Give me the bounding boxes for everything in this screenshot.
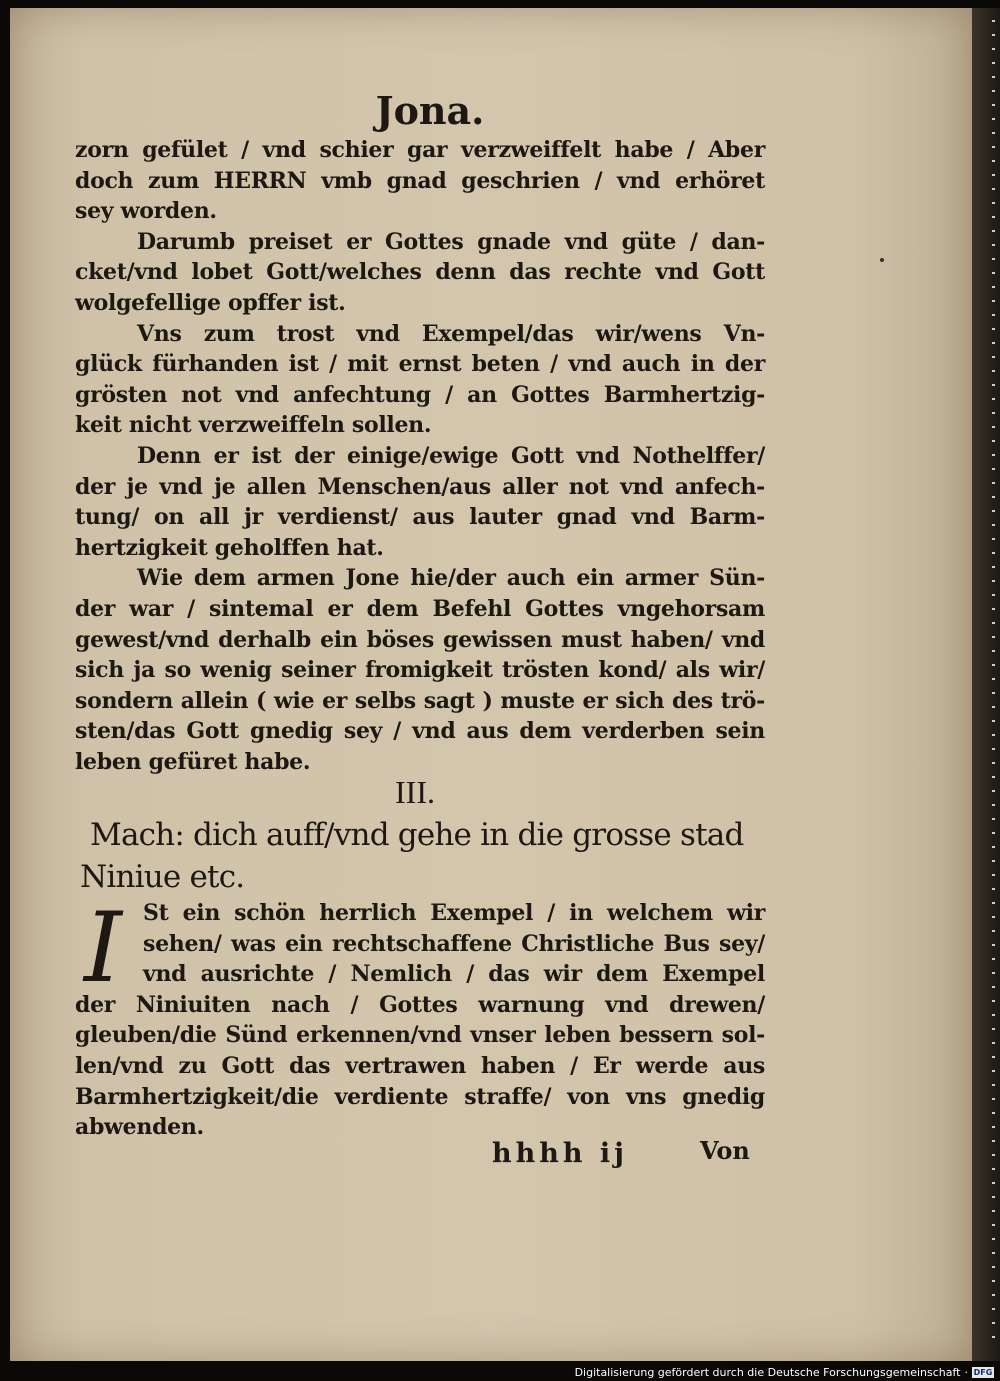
credit-separator: ·: [964, 1366, 968, 1379]
signature-mark: hhhh ij: [492, 1138, 628, 1169]
text-line: St ein schön herrlich Exempel / in welchem wir: [143, 900, 765, 926]
catchword: Von: [700, 1136, 750, 1165]
heading-line: Mach: dich auff/vnd gehe in die grosse stad: [90, 817, 744, 853]
text-line: sey worden.: [75, 198, 217, 225]
section-number: III.: [395, 774, 435, 810]
text-line: wolgefellige opffer ist.: [75, 289, 346, 316]
text-line: Darumb preiset er Gottes gnade vnd güte / dan-: [137, 228, 765, 255]
text-line: der war / sintemal er dem Befehl Gottes vngehorsam: [75, 595, 765, 622]
dfg-logo: DFG: [973, 1368, 993, 1377]
text-line: cket/vnd lobet Gott/welches denn das rechte vnd Gott: [75, 259, 765, 286]
text-line: sehen/ was ein rechtschaffene Christliche Bus sey/: [143, 930, 765, 957]
text-line: gleuben/die Sünd erkennen/vnd vnser leben bessern sol-: [75, 1022, 765, 1049]
text-line: abwenden.: [75, 1114, 204, 1141]
text-line: glück fürhanden ist / mit ernst beten / vnd auch in der: [75, 351, 765, 378]
text-line: grösten not vnd anfechtung / an Gottes Barmhertzig-: [75, 381, 765, 408]
scan-ruler: [992, 20, 995, 1350]
text-line: len/vnd zu Gott das vertrawen haben / Er werde aus: [75, 1052, 765, 1079]
text-line: Vns zum trost vnd Exempel/das wir/wens Vn-: [137, 320, 765, 347]
text-line: der Niniuiten nach / Gottes warnung vnd drewen/: [75, 991, 765, 1018]
drop-capital: I: [84, 892, 122, 1004]
text-line: Wie dem armen Jone hie/der auch ein armer Sün-: [137, 565, 765, 592]
text-line: leben gefüret habe.: [75, 748, 311, 775]
heading-line: Niniue etc.: [80, 859, 245, 895]
ink-speck: [880, 258, 884, 262]
scan-edge: [972, 8, 1000, 1361]
body-text-lower: [75, 892, 765, 1143]
text-line: sich ja so wenig seiner fromigkeit trösten kond/ als wir/: [75, 657, 765, 684]
text-line: Denn er ist der einige/ewige Gott vnd Nothelffer/: [137, 442, 765, 469]
text-line: sondern allein ( wie er selbs sagt ) muste er sich des trö-: [75, 687, 765, 714]
text-line: der je vnd je allen Menschen/aus aller not vnd anfech-: [75, 473, 765, 500]
text-line: keit nicht verzweiffeln sollen.: [75, 412, 432, 439]
text-line: Barmhertzigkeit/die verdiente straffe/ von vns gnedig: [75, 1083, 765, 1110]
section-heading: [80, 814, 755, 898]
text-line: doch zum HERRN vmb gnad geschrien / vnd erhöret: [75, 167, 765, 194]
text-line: gewest/vnd derhalb ein böses gewissen must haben/ vnd: [75, 626, 765, 653]
book-page: [10, 8, 972, 1361]
body-text-upper: [75, 135, 765, 777]
running-head: Jona.: [375, 88, 485, 133]
text-line: zorn gefület / vnd schier gar verzweiffelt habe / Aber: [75, 137, 765, 163]
text-line: sten/das Gott gnedig sey / vnd aus dem verderben sein: [75, 718, 765, 745]
text-line: vnd ausrichte / Nemlich / das wir dem Exempel: [143, 961, 765, 988]
text-line: hertzigkeit geholffen hat.: [75, 534, 384, 561]
credit-text: Digitalisierung gefördert durch die Deutsche Forschungsgemeinschaft: [574, 1366, 961, 1379]
funding-credit: [575, 1366, 994, 1379]
text-line: tung/ on all jr verdienst/ aus lauter gnad vnd Barm-: [75, 504, 765, 531]
